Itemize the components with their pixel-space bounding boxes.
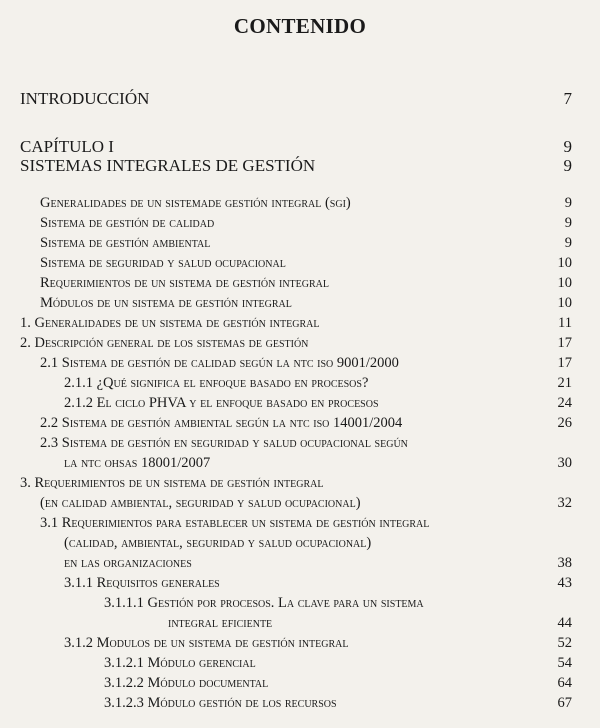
toc-page: 54: [557, 655, 572, 671]
toc-text: 2.3 Sistema de gestión en seguridad y salud ocupacional según: [40, 435, 408, 451]
page-title: CONTENIDO: [233, 14, 367, 38]
toc-entry: [0, 653, 600, 673]
toc-page: 10: [557, 255, 572, 271]
toc-entry: [0, 553, 600, 573]
toc-page: 67: [557, 695, 572, 711]
toc-page: 9: [563, 156, 572, 175]
toc-page: 43: [557, 575, 572, 591]
toc-entry: [0, 433, 600, 453]
toc-entry-capitulo: [0, 137, 600, 157]
toc-entry: [0, 693, 600, 713]
toc-page: 9: [564, 235, 572, 251]
toc-entry-section-2: [0, 333, 600, 353]
toc-page: 10: [557, 275, 572, 291]
toc-text: Generalidades de un sistemade gestión integral (sgi): [40, 195, 351, 211]
toc-entry: [0, 253, 600, 273]
toc-text: 3.1.2 Modulos de un sistema de gestión integral: [64, 635, 349, 651]
toc-entry: [0, 453, 600, 473]
toc-text: integral eficiente: [168, 615, 273, 631]
toc-text: Sistema de gestión ambiental: [40, 235, 211, 251]
toc-page: 7: [563, 89, 572, 108]
toc-page: 21: [557, 375, 572, 391]
toc-text: 2. Descripción general de los sistemas de gestión: [20, 335, 309, 351]
toc-entry: [0, 293, 600, 313]
toc-page: 9: [563, 137, 572, 156]
toc-entry: [0, 353, 600, 373]
toc-page: 11: [558, 315, 572, 331]
toc-entry: [0, 273, 600, 293]
toc-page: 24: [557, 395, 572, 411]
toc-text: la ntc ohsas 18001/2007: [64, 455, 211, 471]
toc-entry: [0, 673, 600, 693]
toc-entry: [0, 233, 600, 253]
toc-page: 44: [557, 615, 572, 631]
toc-text: (calidad, ambiental, seguridad y salud ocupacional): [64, 535, 372, 551]
toc-entry: [0, 613, 600, 633]
toc-entry-section-1: [0, 313, 600, 333]
toc-text: 3.1 Requerimientos para establecer un sistema de gestión integral: [40, 515, 430, 531]
toc-entry-section-3: [0, 473, 600, 493]
toc-text: 1. Generalidades de un sistema de gestión integral: [20, 315, 320, 331]
toc-text: Módulos de un sistema de gestión integral: [40, 295, 292, 311]
toc-page: 32: [557, 495, 572, 511]
toc-text: 3.1.2.1 Módulo gerencial: [104, 655, 256, 671]
toc-entry: [0, 513, 600, 533]
toc-text: Requerimientos de un sistema de gestión integral: [40, 275, 329, 291]
toc-entry: [0, 393, 600, 413]
toc-text: 2.2 Sistema de gestión ambiental según la ntc iso 14001/2004: [40, 415, 403, 431]
toc-entry: [0, 213, 600, 233]
toc-text: 3. Requerimientos de un sistema de gestión integral: [20, 475, 324, 491]
toc-text: 3.1.1 Requisitos generales: [64, 575, 220, 591]
toc-page: 38: [557, 555, 572, 571]
toc-page: 10: [557, 295, 572, 311]
toc-page: 64: [557, 675, 572, 691]
toc-text: en las organizaciones: [64, 555, 192, 571]
toc-entry-chapter-title: [0, 156, 600, 176]
toc-text: INTRODUCCIÓN: [20, 89, 150, 108]
toc-text: 2.1 Sistema de gestión de calidad según la ntc iso 9001/2000: [40, 355, 399, 371]
toc-entry: [0, 593, 600, 613]
toc-text: Sistema de gestión de calidad: [40, 215, 215, 231]
toc-entry: [0, 533, 600, 553]
toc-entry: [0, 193, 600, 213]
toc-text: 3.1.2.2 Módulo documental: [104, 675, 269, 691]
toc-text: 2.1.2 El ciclo PHVA y el enfoque basado en procesos: [64, 395, 379, 411]
toc-text: 3.1.2.3 Módulo gestión de los recursos: [104, 695, 337, 711]
toc-entry: [0, 633, 600, 653]
toc-page: 26: [557, 415, 572, 431]
toc-text: Sistema de seguridad y salud ocupacional: [40, 255, 286, 271]
toc-page: 17: [557, 355, 572, 371]
toc-text: CAPÍTULO I: [20, 137, 114, 156]
toc-page: 9: [564, 215, 572, 231]
toc-page: 30: [557, 455, 572, 471]
toc-entry: [0, 493, 600, 513]
toc-text: 3.1.1.1 Gestión por procesos. La clave para un sistema: [104, 595, 424, 611]
toc-entry: [0, 413, 600, 433]
toc-entry: [0, 373, 600, 393]
toc-page: 17: [557, 335, 572, 351]
toc-text: (en calidad ambiental, seguridad y salud ocupacional): [40, 495, 361, 511]
toc-entry-introduccion: [0, 89, 600, 109]
toc-text: 2.1.1 ¿Qué significa el enfoque basado en procesos?: [64, 375, 369, 391]
toc-text: SISTEMAS INTEGRALES DE GESTIÓN: [20, 156, 316, 175]
toc-page: 9: [564, 195, 572, 211]
toc-entry: [0, 573, 600, 593]
toc-page: 52: [557, 635, 572, 651]
